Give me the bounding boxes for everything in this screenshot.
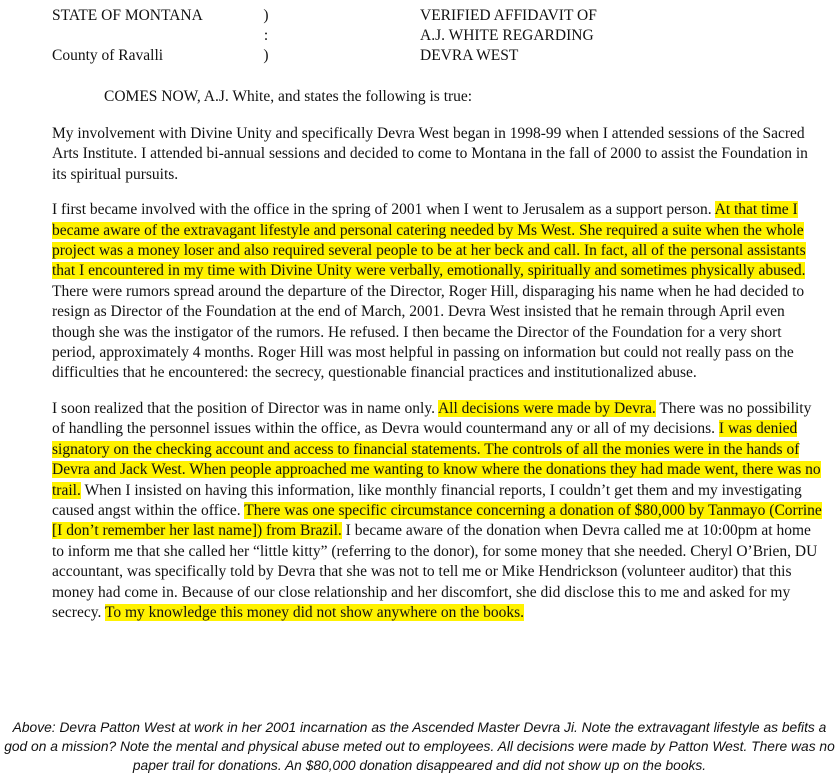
affidavit-header <box>0 6 839 66</box>
body-paragraph <box>52 399 824 623</box>
highlighted-text: There was one specific circumstance concerning a donation of $80,000 by Tanmayo (Corrine [I don’t remember her last name]) from Brazil. <box>52 501 822 540</box>
paragraph-text: When I insisted on having this information, like monthly financial reports, I couldn’t get them and my investigating caused angst within the office. <box>52 481 802 519</box>
highlighted-text: I was denied signatory on the checking account and access to financial statements. The controls of all the monies were in the hands of Devra and Jack West. When people approached me wanting to know where the donations they had made went, there was no trail. <box>52 420 821 499</box>
highlighted-text: To my knowledge this money did not show anywhere on the books. <box>104 603 525 621</box>
highlighted-text: At that time I became aware of the extravagant lifestyle and personal catering needed by Ms West. She required a suite when the whole project was a money loser and also required several people to be at her beck and call. In fact, all of the personal assistants that I encountered in my time with Divine Unity were verbally, emotionally, spiritually and sometimes physically abused. <box>52 201 806 280</box>
paragraph-text: There was no possibility of handling the personnel issues within the office, as Devra would countermand any or all of my decisions. <box>52 399 812 438</box>
paragraph-text: I first became involved with the office in the spring of 2001 when I went to Jerusalem as a support person. <box>52 201 715 219</box>
intro-statement: COMES NOW, A.J. White, and states the following is true: <box>104 88 473 105</box>
body-paragraph <box>52 124 824 185</box>
paragraph-text: I became aware of the donation when Devra called me at 10:00pm at home to inform me that she called her “little kitty” (referring to the donor), for some money that she needed. Cheryl O’Brien, DU accountant, was specifically told by Devra that she was not to tell me or Mike Hendrickson (volunteer auditor) that this money had come in. Because of our close relationship and her discomfort, she did disclose this to me and asked for my secrecy. <box>52 522 818 621</box>
header-title-line-3: DEVRA WEST <box>420 47 519 64</box>
body-paragraph <box>52 200 824 384</box>
header-title-line-2: A.J. WHITE REGARDING <box>420 27 594 44</box>
paragraph-text: I soon realized that the position of Director was in name only. <box>52 399 438 417</box>
header-paren-2: ) <box>263 47 269 64</box>
paragraph-text: There were rumors spread around the departure of the Director, Roger Hill, disparaging his name when he had decided to resign as Director of the Foundation at the end of March, 2001. Devra West insisted that he remain through April even though she was the instigator of the rumors. He refused. I then became the Director of the Foundation for a very short period, approximately 4 months. Roger Hill was most helpful in passing on information but could not really pass on the difficulties that he encountered: the secrecy, questionable financial practices and institutionalized abuse. <box>52 282 805 382</box>
affidavit-body <box>52 124 824 638</box>
header-county: County of Ravalli <box>52 47 164 64</box>
image-caption: Above: Devra Patton West at work in her 2001 incarnation as the Ascended Master Devra Ji. Note the extravagant lifestyle as befits a god on a mission? Note the mental and physical abuse meted out to employees. All decisions were made by Patton West. There was no paper trail for donations. An $80,000 donation disappeared and did not show up on the books. <box>4 720 835 773</box>
header-colon: : <box>263 27 269 44</box>
highlighted-text: All decisions were made by Devra. <box>437 399 656 417</box>
header-paren-1: ) <box>263 7 269 24</box>
header-title-line-1: VERIFIED AFFIDAVIT OF <box>420 7 597 24</box>
paragraph-text: My involvement with Divine Unity and specifically Devra West began in 1998-99 when I attended sessions of the Sacred Arts Institute. I attended bi-annual sessions and decided to come to Montana in the fall of 2000 to assist the Foundation in its spiritual pursuits. <box>52 125 808 183</box>
header-state: STATE OF MONTANA <box>52 7 203 24</box>
